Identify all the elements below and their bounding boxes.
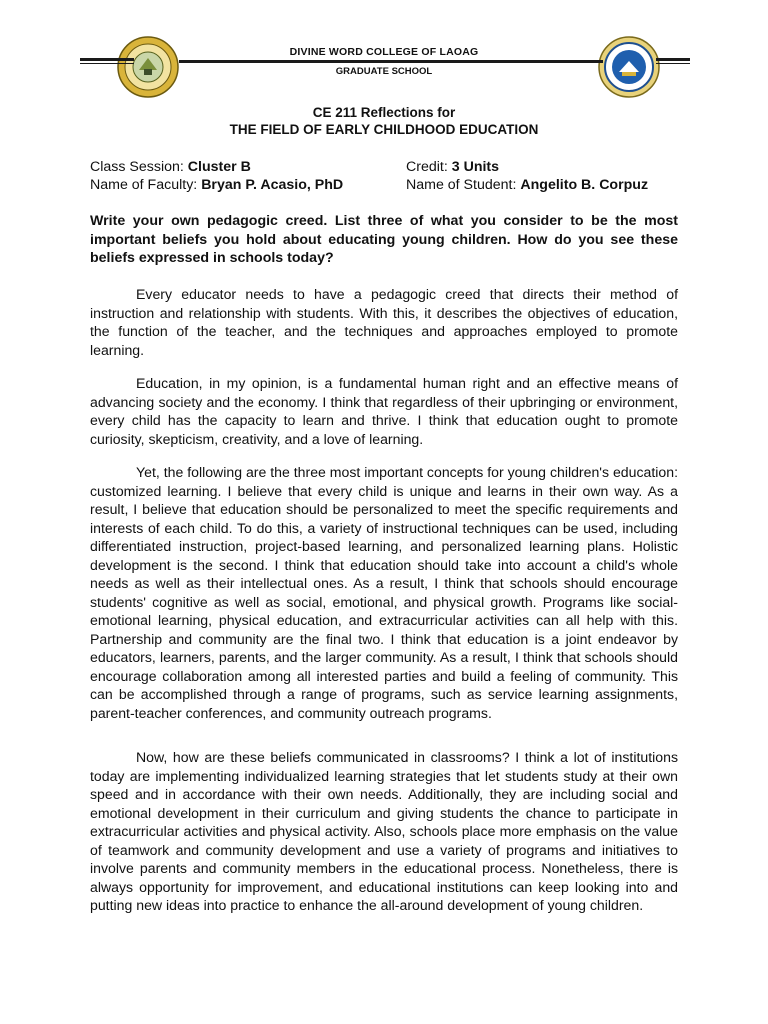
student-name: [406, 176, 648, 194]
student-value: Angelito B. Corpuz: [520, 177, 649, 193]
credit-value: 3 Units: [451, 159, 500, 175]
paragraph-1: Every educator needs to have a pedagogic creed that directs their method of instruction and relationship with students. With this, it describes the objectives of education, the function of the teacher, and the techniques and approaches employed to promote learning.: [90, 286, 678, 358]
center-rule: [179, 60, 603, 63]
faculty-value: Bryan P. Acasio, PhD: [201, 177, 344, 193]
course-subtitle: THE FIELD OF EARLY CHILDHOOD EDUCATION: [229, 122, 539, 137]
class-session-value: Cluster B: [187, 159, 251, 175]
left-rule-top: [80, 58, 134, 61]
class-session: [90, 158, 251, 176]
course-title: CE 211 Reflections for: [312, 105, 456, 120]
school-name: GRADUATE SCHOOL: [335, 66, 433, 77]
paragraph-2: Education, in my opinion, is a fundamental human right and an effective means of advancing society and the economy. I think that regardless of their upbringing or environment, every child has the capacity to learn and thrive. I think that education ought to promote curiosity, skepticism, creativity, and a love of learning.: [90, 375, 678, 447]
right-rule-top: [656, 58, 690, 61]
right-rule-bottom: [656, 63, 690, 64]
paragraph-3: Yet, the following are the three most important concepts for young children's education: customized learning. I believe that every child is unique and learns in their own way. As a result, I believe that education should be personalized to meet the specific requirements and interests of each child. To do this, a variety of instructional techniques can be used, including differentiated instruction, project-based learning, and personalized learning plans. Holistic development is the second. I think that education should take into account a child's whole needs as well as their intellectual ones. As a result, I think that schools should encourage students' cognitive as well as social, emotional, and physical growth. Programs like social-emotional learning, physical education, and extracurricular activities can all help with this. Partnership and community are the final two. I think that education is a joint endeavor by educators, learners, parents, and the larger community. As a result, I think that schools should encourage collaboration among all interested parties and build a feeling of community. This can be accomplished through a range of programs, such as service learning assignments, parent-teacher conferences, and community outreach programs.: [90, 464, 678, 721]
credit-label: Credit:: [406, 159, 448, 175]
student-label: Name of Student:: [406, 177, 517, 193]
letterhead: [0, 0, 768, 110]
paragraph-4: Now, how are these beliefs communicated in classrooms? I think a lot of institutions today are implementing individualized learning strategies that let students study at their own speed and in accordance with their own needs. Additionally, they are including social and emotional development in their curriculum and giving students the chance to participate in extracurricular activities and physical activity. Also, schools place more emphasis on the value of teamwork and community development and use a variety of programs and initiatives to involve parents and community members in the educational process. Nonetheless, there is always opportunity for improvement, and educational institutions can keep looking into and putting new ideas into practice to enhance the all-around development of young children.: [90, 749, 678, 913]
left-rule-bottom: [80, 63, 134, 64]
faculty-label: Name of Faculty:: [90, 177, 198, 193]
class-session-label: Class Session:: [90, 159, 184, 175]
faculty-name: [90, 176, 343, 194]
college-name: DIVINE WORD COLLEGE OF LAOAG: [289, 46, 479, 58]
credit: [406, 158, 499, 176]
reflection-prompt: Write your own pedagogic creed. List three of what you consider to be the most important beliefs you hold about educating young children. How do you see these beliefs expressed in schools today?: [90, 213, 678, 266]
